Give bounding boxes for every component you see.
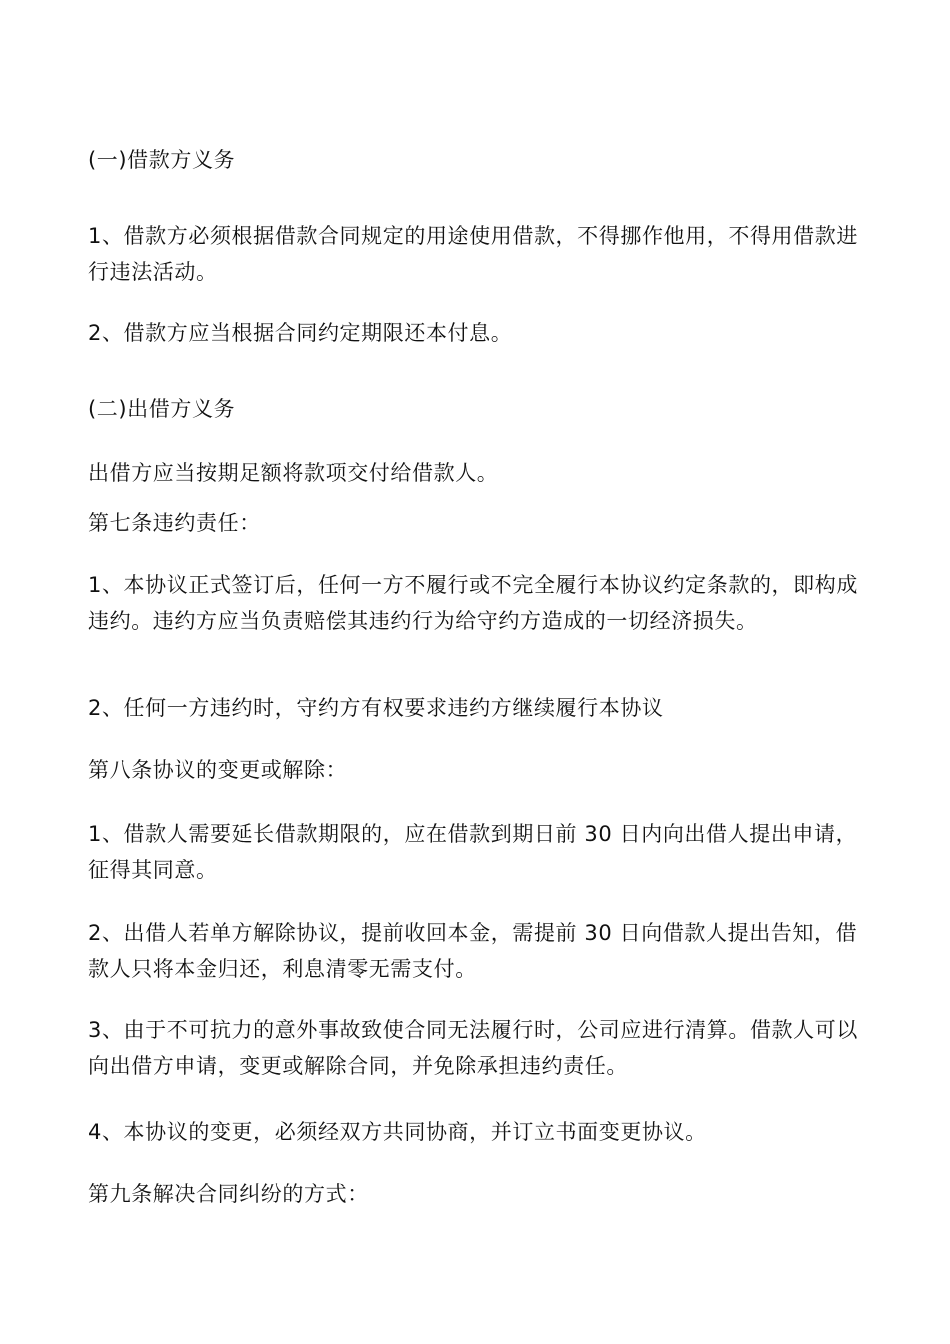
paragraph-article-7-clause-1: 1、本协议正式签订后，任何一方不履行或不完全履行本协议约定条款的，即构成违约。违约方应当负责赔偿其违约行为给守约方造成的一切经济损失。 bbox=[88, 573, 858, 633]
paragraph-article-8-clause-3: 3、由于不可抗力的意外事故致使合同无法履行时，公司应进行清算。借款人可以向出借方申请，变更或解除合同，并免除承担违约责任。 bbox=[88, 1018, 858, 1078]
article-7-heading: 第七条违约责任： bbox=[88, 511, 261, 535]
paragraph-article-8-clause-4: 4、本协议的变更，必须经双方共同协商，并订立书面变更协议。 bbox=[88, 1120, 707, 1144]
article-9-heading: 第九条解决合同纠纷的方式： bbox=[88, 1182, 369, 1206]
section-lender-obligations-heading: (二)出借方义务 bbox=[88, 397, 236, 421]
paragraph-borrower-obligation-1: 1、借款方必须根据借款合同规定的用途使用借款，不得挪作他用，不得用借款进行违法活动。 bbox=[88, 224, 858, 284]
paragraph-article-7-clause-2: 2、任何一方违约时，守约方有权要求违约方继续履行本协议 bbox=[88, 696, 664, 720]
article-8-heading: 第八条协议的变更或解除： bbox=[88, 758, 348, 782]
paragraph-lender-obligation: 出借方应当按期足额将款项交付给借款人。 bbox=[88, 461, 499, 485]
paragraph-article-8-clause-2: 2、出借人若单方解除协议，提前收回本金，需提前 30 日向借款人提出告知，借款人只将本金归还，利息清零无需支付。 bbox=[88, 921, 858, 981]
section-borrower-obligations-heading: (一)借款方义务 bbox=[88, 148, 236, 172]
paragraph-borrower-obligation-2: 2、借款方应当根据合同约定期限还本付息。 bbox=[88, 321, 513, 345]
paragraph-article-8-clause-1: 1、借款人需要延长借款期限的，应在借款到期日前 30 日内向出借人提出申请，征得其同意。 bbox=[88, 822, 858, 882]
